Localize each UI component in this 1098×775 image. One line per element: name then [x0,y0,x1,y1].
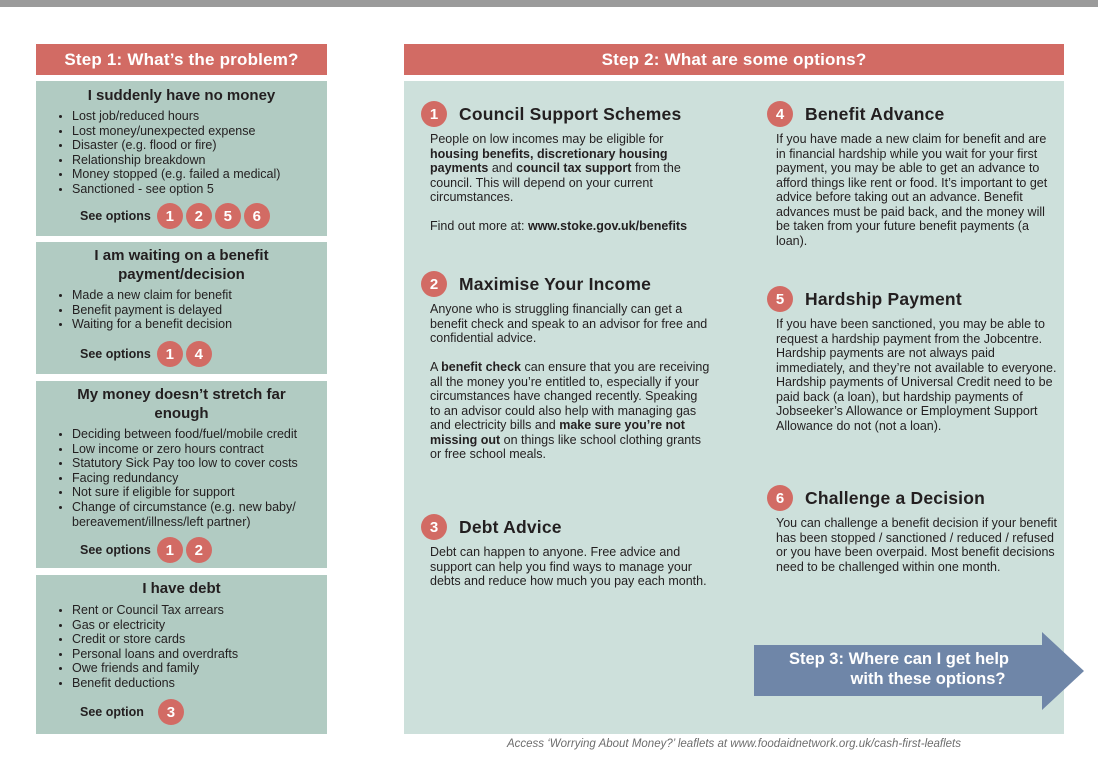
option-number-badge: 1 [421,101,447,127]
option-number-badge: 6 [767,485,793,511]
see-options-label: See options [80,347,151,361]
list-item: Lost job/reduced hours [72,109,320,124]
problem-panel-no-money [36,81,327,236]
list-item: Relationship breakdown [72,153,320,168]
list-item: Benefit payment is delayed [72,303,320,318]
option-number-badge: 4 [767,101,793,127]
option-hardship-payment [767,286,1057,433]
option-challenge-decision [767,485,1057,574]
option-council-support [421,101,711,234]
problem-panel-waiting-benefit [36,242,327,374]
option-badge-1[interactable]: 1 [157,537,183,563]
problem-panel-money-not-stretching [36,381,327,568]
see-options-row [80,341,215,367]
option-number-badge: 2 [421,271,447,297]
list-item: Not sure if eligible for support [72,485,320,500]
option-body: Anyone who is struggling financially can get a benefit check and speak to an advisor for free and confidential advice. A benefit check can ensure that you are receiving all the money you’re entitled to, especially if your circumstances have changed recently. Speaking to an advisor could also help with managing gas and electricity bills and make sure you’re not missing out on things like school clothing grants or free school meals. [430,302,710,461]
list-item: Change of circumstance (e.g. new baby/ bereavement/illness/left partner) [72,500,320,529]
top-bar [0,0,1098,7]
list-item: Lost money/unexpected expense [72,124,320,139]
list-item: Facing redundancy [72,471,320,486]
option-badge-3[interactable]: 3 [158,699,184,725]
option-badge-2[interactable]: 2 [186,203,212,229]
option-title: Debt Advice [459,516,562,537]
problem-list [72,427,320,529]
see-option-label: See option [80,705,144,719]
option-body: Debt can happen to anyone. Free advice and support can help you find ways to manage your debts and reduce how much you pay each month. [430,545,707,588]
list-item: Rent or Council Tax arrears [72,603,320,618]
option-body: If you have made a new claim for benefit and are in financial hardship while you wait for your first payment, you may be able to get an advance to afford things like rent or food. It’s important to get advice before taking out an advance. Benefit advances must be paid back, and the money will be taken from your future benefit payments (a loan). [776,132,1048,248]
option-number-badge: 5 [767,286,793,312]
problem-panel-debt [36,575,327,734]
option-badge-5[interactable]: 5 [215,203,241,229]
list-item: Waiting for a benefit decision [72,317,320,332]
option-body: People on low incomes may be eligible for housing benefits, discretionary housing payments and council tax support from the council. This will depend on your current circumstances. Find out more at: www.stoke.gov.uk/benefits [430,132,688,233]
see-options-row [80,203,273,229]
step3-label: Step 3: Where can I get help with these options? [788,650,1010,688]
problem-list [72,603,320,691]
footer-note: Access ‘Worrying About Money?’ leaflets at www.foodaidnetwork.org.uk/cash-first-leaflets [506,738,962,750]
problem-list [72,288,320,332]
see-options-row [80,537,215,563]
list-item: Made a new claim for benefit [72,288,320,303]
list-item: Benefit deductions [72,676,320,691]
panel-title: I am waiting on a benefit payment/decision [94,247,269,283]
list-item: Credit or store cards [72,632,320,647]
list-item: Disaster (e.g. flood or fire) [72,138,320,153]
problem-list [72,109,320,197]
option-number-badge: 3 [421,514,447,540]
list-item: Gas or electricity [72,618,320,633]
see-options-row [80,699,187,725]
list-item: Deciding between food/fuel/mobile credit [72,427,320,442]
option-badge-1[interactable]: 1 [157,203,183,229]
option-title: Maximise Your Income [459,273,652,294]
list-item: Statutory Sick Pay too low to cover costs [72,456,320,471]
option-title: Challenge a Decision [805,487,986,508]
panel-title: I have debt [142,580,221,597]
list-item: Owe friends and family [72,661,320,676]
list-item: Personal loans and overdrafts [72,647,320,662]
list-item: Sanctioned - see option 5 [72,182,320,197]
list-item: Low income or zero hours contract [72,442,320,457]
see-options-label: See options [80,209,151,223]
option-title: Hardship Payment [805,288,962,309]
option-body: You can challenge a benefit decision if your benefit has been stopped / sanctioned / reduced / refused or you have been overpaid. Most benefit decisions need to be challenged within one month. [776,516,1057,574]
option-body: If you have been sanctioned, you may be able to request a hardship payment from the Jobcentre. Hardship payments are not always paid immediately, and they’re not available to everyone. Hardship payments of Universal Credit need to be paid back (a loan), but hardship payments of Jobseeker’s Allowance or Employment Support Allowance do not (not a loan). [776,317,1057,433]
panel-title: I suddenly have no money [87,87,276,104]
step1-header: Step 1: What’s the problem? [36,44,327,75]
option-maximise-income [421,271,711,462]
option-badge-6[interactable]: 6 [244,203,270,229]
step3-arrow-button[interactable] [754,632,1084,710]
step2-header: Step 2: What are some options? [404,44,1064,75]
panel-title: My money doesn’t stretch far enough [77,386,286,422]
option-title: Benefit Advance [805,103,945,124]
option-badge-1[interactable]: 1 [157,341,183,367]
option-badge-4[interactable]: 4 [186,341,212,367]
option-badge-2[interactable]: 2 [186,537,212,563]
list-item: Money stopped (e.g. failed a medical) [72,167,320,182]
option-benefit-advance [767,101,1057,248]
council-benefits-link[interactable]: www.stoke.gov.uk/benefits [527,219,688,233]
option-title: Council Support Schemes [459,103,682,124]
option-debt-advice [421,514,711,589]
see-options-label: See options [80,543,151,557]
